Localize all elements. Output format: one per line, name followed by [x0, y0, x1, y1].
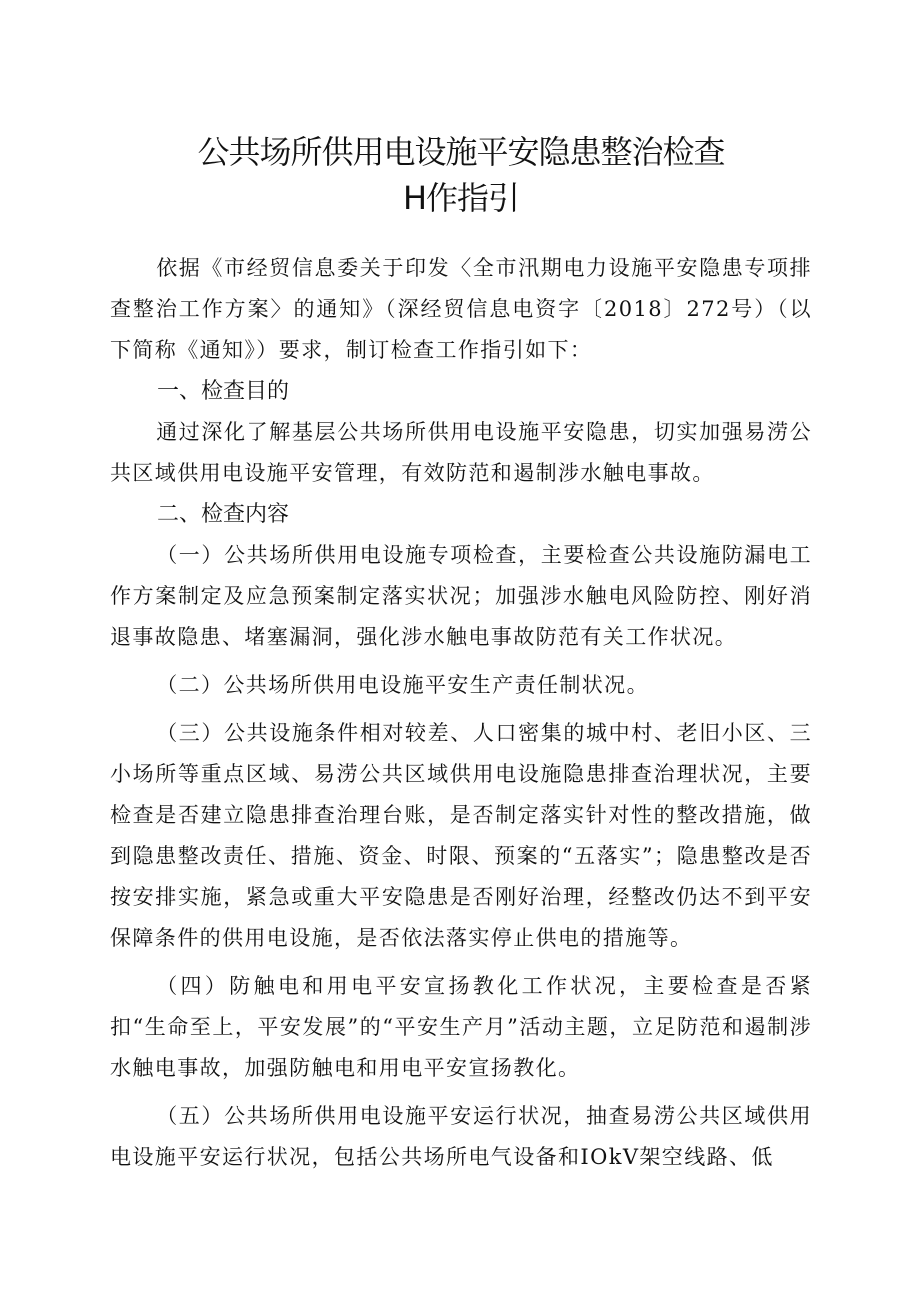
section-1-paragraph: 通过深化了解基层公共场所供用电设施平安隐患，切实加强易涝公共区域供用电设施平安管理，有效防范和遏制涉水触电事故。 — [110, 420, 812, 485]
document-body — [110, 248, 812, 1178]
section-2-heading: 二、检查内容 — [157, 502, 290, 527]
section-2-item-3: （三）公共设施条件相对较差、人口密集的城中村、老旧小区、三小场所等重点区域、易涝公共区域供用电设施隐患排查治理状况，主要检查是否建立隐患排查治理台账，是否制定落实针对性的整改措施，做到隐患整改责任、措施、资金、时限、预案的“五落实”；隐患整改是否按安排实施，紧急或重大平安隐患是否刚好治理，经整改仍达不到平安保障条件的供用电设施，是否依法落实停止供电的措施等。 — [110, 721, 812, 950]
intro-paragraph: 依据《市经贸信息委关于印发〈全市汛期电力设施平安隐患专项排查整治工作方案〉的通知》（深经贸信息电资字〔2018〕272号）（以下简称《通知》）要求，制订检查工作指引如下： — [110, 256, 812, 362]
section-2-item-1: （一）公共场所供用电设施专项检查，主要检查公共设施防漏电工作方案制定及应急预案制定落实状况；加强涉水触电风险防控、刚好消退事故隐患、堵塞漏洞，强化涉水触电事故防范有关工作状况。 — [110, 543, 812, 649]
document-title-line-1: 公共场所供用电设施平安隐患整治检查 — [197, 133, 725, 171]
section-2-item-4: （四）防触电和用电平安宣扬教化工作状况，主要检查是否紧扣“生命至上，平安发展”的“平安生产月”活动主题，立足防范和遏制涉水触电事故，加强防触电和用电平安宣扬教化。 — [110, 974, 812, 1080]
section-1-heading: 一、检查目的 — [157, 379, 290, 404]
section-2-item-5: （五）公共场所供用电设施平安运行状况，抽查易涝公共区域供用电设施平安运行状况，包括公共场所电气设备和IOkV架空线路、低 — [110, 1104, 812, 1169]
document-title-line-2: H作指引 — [402, 179, 520, 217]
section-2-item-2: （二）公共场所供用电设施平安生产责任制状况。 — [156, 673, 649, 697]
